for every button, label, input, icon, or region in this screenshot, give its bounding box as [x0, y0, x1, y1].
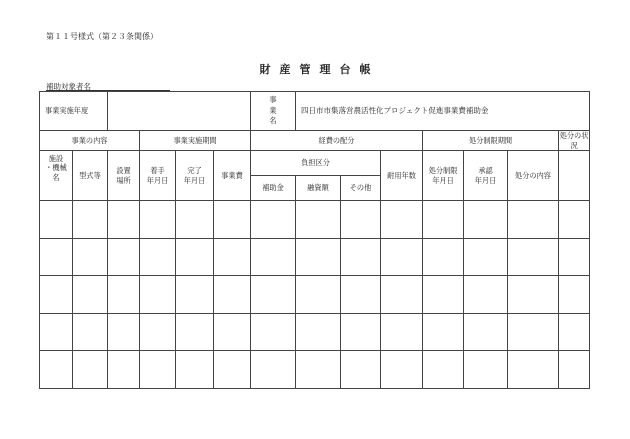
table-row: [40, 238, 590, 276]
table-cell[interactable]: [108, 276, 140, 314]
table-cell[interactable]: [251, 201, 296, 239]
table-cell[interactable]: [73, 351, 108, 389]
table-cell[interactable]: [214, 201, 251, 239]
table-cell[interactable]: [40, 313, 73, 351]
col-disposal-limit-line: 処分制限: [428, 166, 458, 176]
col-location-line: 設置: [116, 166, 131, 176]
table-cell[interactable]: [251, 276, 296, 314]
table-cell[interactable]: [251, 238, 296, 276]
col-facility: [40, 151, 73, 201]
table-cell[interactable]: [108, 238, 140, 276]
col-disposal-content: 処分の内容: [508, 151, 559, 201]
group-disposal-status: 処分の状況: [559, 131, 589, 150]
table-cell[interactable]: [108, 351, 140, 389]
col-financing: 融資額: [296, 176, 341, 201]
col-completion: [176, 151, 214, 201]
table-cell[interactable]: [140, 313, 176, 351]
table-cell[interactable]: [341, 238, 381, 276]
table-cell[interactable]: [140, 201, 176, 239]
table-cell[interactable]: [559, 276, 590, 314]
recipient-label: 補助対象者名: [46, 82, 91, 91]
col-disposal-limit-line: 年月日: [432, 175, 454, 185]
table-cell[interactable]: [508, 351, 559, 389]
table-cell[interactable]: [464, 313, 508, 351]
table-cell[interactable]: [40, 276, 73, 314]
project-name-label-char: 事: [269, 95, 277, 105]
table-cell[interactable]: [176, 351, 214, 389]
col-other: その他: [341, 176, 381, 201]
table-cell[interactable]: [423, 276, 464, 314]
table-cell[interactable]: [464, 201, 508, 239]
table-cell[interactable]: [73, 313, 108, 351]
col-completion-line: 完了: [187, 166, 202, 176]
table-cell[interactable]: [559, 313, 590, 351]
col-start-line: 年月日: [146, 175, 169, 185]
group-disposal-period: 処分制限期間: [423, 131, 559, 151]
table-cell[interactable]: [40, 351, 73, 389]
col-approval-line: 承認: [478, 166, 493, 176]
table-cell[interactable]: [423, 238, 464, 276]
table-cell[interactable]: [176, 313, 214, 351]
year-value[interactable]: [108, 92, 251, 131]
table-row: [40, 351, 590, 389]
ledger-data-rows: [40, 201, 590, 389]
table-cell[interactable]: [381, 201, 423, 239]
table-cell[interactable]: [140, 238, 176, 276]
table-cell[interactable]: [251, 313, 296, 351]
table-cell[interactable]: [464, 238, 508, 276]
table-cell[interactable]: [464, 276, 508, 314]
table-cell[interactable]: [140, 351, 176, 389]
table-cell[interactable]: [214, 238, 251, 276]
table-cell[interactable]: [108, 313, 140, 351]
table-cell[interactable]: [423, 201, 464, 239]
table-cell[interactable]: [508, 201, 559, 239]
col-useful-life: 耐用年数: [381, 151, 423, 201]
table-cell[interactable]: [508, 238, 559, 276]
project-name-label: [251, 92, 296, 131]
year-label: 事業実施年度: [40, 92, 108, 131]
table-cell[interactable]: [251, 351, 296, 389]
col-facility-line: ・機械: [45, 163, 67, 173]
group-content: 事業の内容: [40, 131, 140, 151]
col-remarks: [559, 151, 590, 201]
project-name-label-char: 業: [269, 105, 277, 115]
col-facility-line: 名: [52, 172, 60, 182]
table-cell[interactable]: [73, 201, 108, 239]
table-cell[interactable]: [40, 201, 73, 239]
col-project-cost: 事業費: [214, 151, 251, 201]
table-cell[interactable]: [381, 276, 423, 314]
table-cell[interactable]: [381, 238, 423, 276]
column-header-row-1: [40, 151, 590, 176]
form-number: 第１１号様式（第２３条関係）: [46, 32, 158, 41]
table-cell[interactable]: [214, 351, 251, 389]
table-cell[interactable]: [140, 276, 176, 314]
col-start-line: 着手: [150, 166, 165, 176]
table-row: [40, 313, 590, 351]
col-location-line: 場所: [116, 175, 131, 185]
col-location: [108, 151, 140, 201]
col-model: 型式等: [73, 151, 108, 201]
table-cell[interactable]: [108, 201, 140, 239]
table-cell[interactable]: [176, 201, 214, 239]
col-facility-line: 施設: [48, 154, 64, 163]
col-approval-line: 年月日: [474, 175, 497, 185]
table-cell[interactable]: [508, 276, 559, 314]
project-name-label-char: 名: [269, 116, 277, 126]
table-cell[interactable]: [423, 313, 464, 351]
table-cell[interactable]: [176, 238, 214, 276]
table-cell[interactable]: [381, 313, 423, 351]
table-cell[interactable]: [508, 313, 559, 351]
group-period: 事業実施期間: [140, 131, 251, 151]
col-start: [140, 151, 176, 201]
ledger-title: 財産管理台帳: [259, 63, 380, 76]
table-cell[interactable]: [381, 351, 423, 389]
col-approval: [464, 151, 508, 201]
table-cell[interactable]: [559, 201, 590, 239]
table-cell[interactable]: [341, 313, 381, 351]
table-cell[interactable]: [464, 351, 508, 389]
table-cell[interactable]: [214, 276, 251, 314]
col-burden: 負担区分: [251, 151, 381, 176]
table-cell[interactable]: [341, 276, 381, 314]
project-name-value: 四日市市集落営農活性化プロジェクト促進事業費補助金: [296, 92, 590, 131]
table-cell[interactable]: [559, 238, 590, 276]
table-cell[interactable]: [341, 201, 381, 239]
info-row: [40, 92, 590, 131]
table-cell[interactable]: [341, 351, 381, 389]
table-cell[interactable]: [73, 238, 108, 276]
table-row: [40, 276, 590, 314]
group-header-row: [40, 131, 590, 151]
table-cell[interactable]: [296, 351, 341, 389]
table-cell[interactable]: [214, 313, 251, 351]
table-row: [40, 201, 590, 239]
table-cell[interactable]: [296, 238, 341, 276]
table-cell[interactable]: [176, 276, 214, 314]
col-completion-line: 年月日: [183, 175, 206, 185]
group-cost: 経費の配分: [251, 131, 423, 151]
table-cell[interactable]: [296, 276, 341, 314]
table-cell[interactable]: [296, 201, 341, 239]
table-cell[interactable]: [40, 238, 73, 276]
table-cell[interactable]: [73, 276, 108, 314]
property-ledger-table: [39, 91, 590, 389]
table-cell[interactable]: [423, 351, 464, 389]
col-disposal-limit: [423, 151, 464, 201]
table-cell[interactable]: [296, 313, 341, 351]
table-cell[interactable]: [559, 351, 590, 389]
col-subsidy: 補助金: [251, 176, 296, 201]
